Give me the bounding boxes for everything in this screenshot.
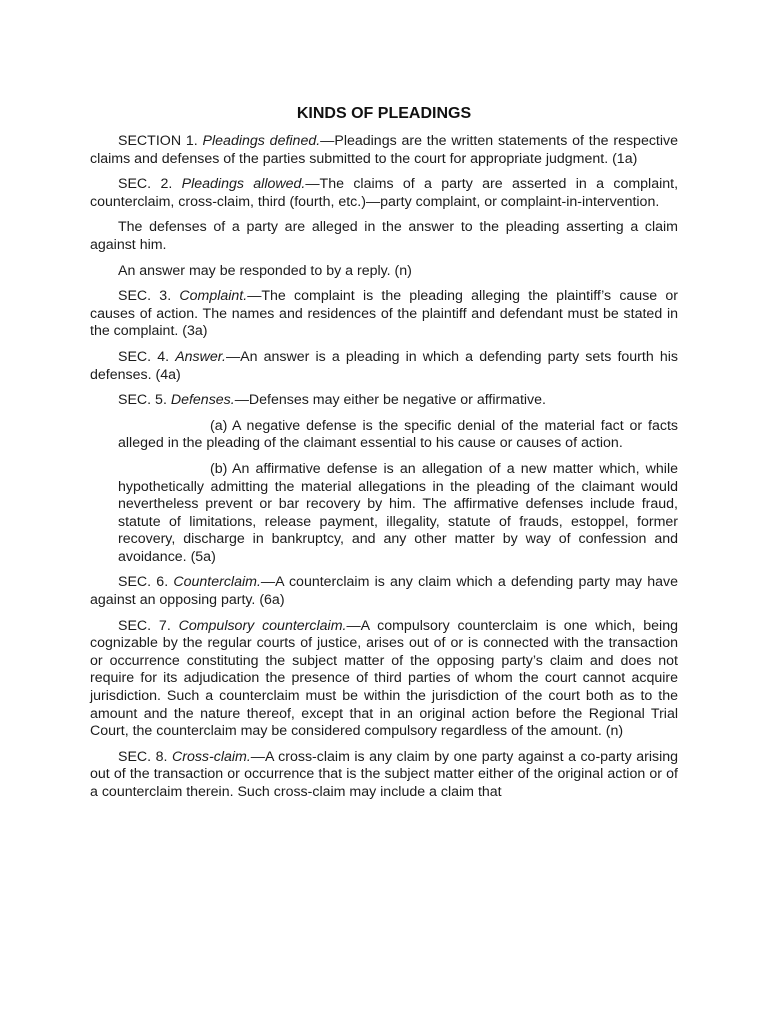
section-4 <box>90 349 678 384</box>
section-label: SECTION 1. <box>118 133 198 149</box>
section-label: SEC. 2. <box>118 176 173 193</box>
section-heading: Pleadings defined. <box>202 133 321 149</box>
section-label: SEC. 5. <box>118 392 167 409</box>
section-text: —The claims of a party are asserted in a complaint, counterclaim, cross-claim, third (fourth, etc.)—party complaint, or complaint-in-intervention. <box>90 176 679 210</box>
section-heading: Defenses. <box>170 392 235 409</box>
item-label: (b) <box>210 460 228 477</box>
item-text: A negative defense is the specific denial of the material fact or facts alleged in the pleading of the claimant essential to his cause or causes of action. <box>118 417 678 452</box>
item-label: (a) <box>210 417 228 434</box>
section-heading: Answer. <box>175 348 226 365</box>
section-5-item-b <box>118 461 678 567</box>
section-text: —The complaint is the pleading alleging the plaintiff’s cause or causes of action. The names and residences of the plaintiff and defendant must be stated in the complaint. (3a) <box>90 288 678 340</box>
section-6 <box>90 574 678 609</box>
section-text: —A cross-claim is any claim by one party against a co-party arising out of the transaction or occurrence that is the subject matter either of the original action or of a counterclaim therein. Such cross-claim may include a claim that <box>90 748 679 800</box>
section-2 <box>90 176 678 211</box>
page-title: KINDS OF PLEADINGS <box>296 105 472 122</box>
section-5-item-a <box>118 418 678 453</box>
paragraph-text: An answer may be responded to by a reply. (n) <box>118 262 412 279</box>
item-text: An affirmative defense is an allegation of a new matter which, while hypothetically admitting the material allegations in the pleading of the claimant would nevertheless prevent or bar recovery by him. The affirmative defenses include fraud, statute of limitations, release payment, illegality, statute of frauds, estoppel, former recovery, discharge in bankruptcy, and any other matter by way of confession and avoidance. (5a) <box>118 460 678 565</box>
section-heading: Cross-claim. <box>171 748 251 765</box>
section-2-defenses-paragraph <box>90 219 678 254</box>
section-heading: Compulsory counterclaim. <box>178 617 347 634</box>
paragraph-text: The defenses of a party are alleged in the answer to the pleading asserting a claim against him. <box>90 219 678 253</box>
document-page <box>90 104 678 810</box>
section-label: SEC. 6. <box>118 574 169 591</box>
section-7 <box>90 618 678 741</box>
section-label: SEC. 4. <box>118 348 170 365</box>
section-3 <box>90 288 678 341</box>
section-text: —An answer is a pleading in which a defending party sets fourth his defenses. (4a) <box>90 348 678 383</box>
section-label: SEC. 3. <box>118 288 172 305</box>
section-1 <box>90 133 678 168</box>
section-heading: Pleadings allowed. <box>181 176 306 193</box>
section-heading: Counterclaim. <box>173 574 261 591</box>
section-text: —Pleadings are the written statements of the respective claims and defenses of the parties submitted to the court for appropriate judgment. (1a) <box>90 133 679 167</box>
section-text: —Defenses may either be negative or affirmative. <box>234 392 546 409</box>
section-5 <box>90 392 678 410</box>
section-8 <box>90 749 678 802</box>
section-heading: Complaint. <box>179 288 248 305</box>
section-label: SEC. 7. <box>118 617 171 634</box>
section-2-reply-paragraph <box>90 263 678 281</box>
section-label: SEC. 8. <box>118 748 168 765</box>
section-text: —A compulsory counterclaim is one which, being cognizable by the regular courts of justice, arises out of or is connected with the transaction or occurrence constituting the subject matter of the opposing party’s claim and does not require for its adjudication the presence of third parties of whom the court cannot acquire jurisdiction. Such a counterclaim must be within the jurisdiction of the court both as to the amount and the nature thereof, except that in an original action before the Regional Trial Court, the counterclaim may be considered compulsory regardless of the amount. (n) <box>90 617 678 740</box>
section-text: —A counterclaim is any claim which a defending party may have against an opposing party. (6a) <box>90 574 678 609</box>
